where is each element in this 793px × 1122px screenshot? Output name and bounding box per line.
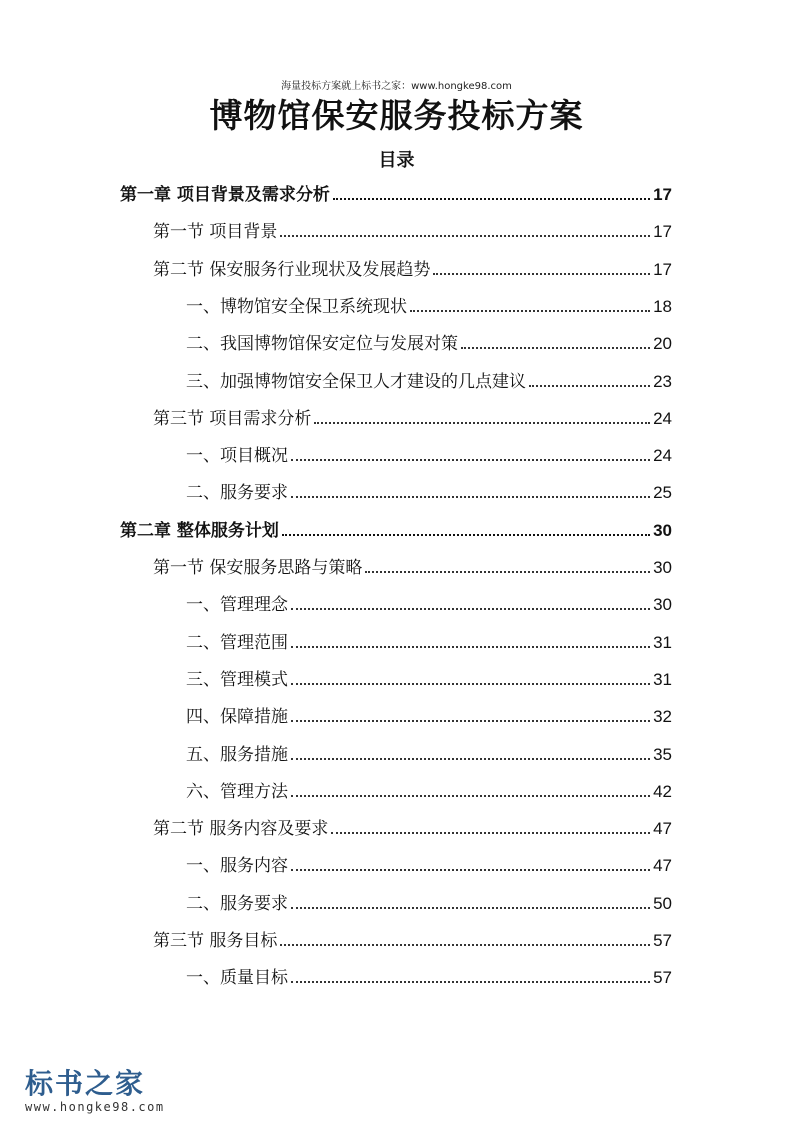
toc-page-number: 32 <box>653 707 672 726</box>
toc-leader <box>433 273 650 275</box>
toc-page-number: 17 <box>653 260 672 279</box>
toc-leader <box>291 459 650 461</box>
toc-page-number: 57 <box>653 968 672 987</box>
toc-entry[interactable] <box>153 549 672 579</box>
toc-heading: 目录 <box>378 150 415 171</box>
toc-page-number: 57 <box>653 931 672 950</box>
toc-entry[interactable] <box>186 474 672 504</box>
toc-page-number: 42 <box>653 782 672 801</box>
toc-entry-label: 一、管理理念 <box>186 595 288 615</box>
toc-entry-label: 二、管理范围 <box>186 633 288 653</box>
toc-page-number: 47 <box>653 856 672 875</box>
toc-entry-label: 一、质量目标 <box>186 968 288 988</box>
toc-leader <box>333 198 650 200</box>
toc-page-number: 23 <box>653 372 672 391</box>
toc-entry-label: 六、管理方法 <box>186 782 288 802</box>
toc-page-number: 17 <box>653 185 672 204</box>
toc-page-number: 47 <box>653 819 672 838</box>
toc-entry-label: 第一章 项目背景及需求分析 <box>120 185 330 205</box>
toc-entry[interactable] <box>186 661 672 691</box>
toc-entry[interactable] <box>120 176 672 206</box>
toc-entry-label: 二、我国博物馆保安定位与发展对策 <box>186 334 458 354</box>
toc-entry-label: 第一节 保安服务思路与策略 <box>153 558 363 578</box>
toc-entry[interactable] <box>186 959 672 989</box>
document-title: 博物馆保安服务投标方案 <box>209 96 584 135</box>
toc-entry[interactable] <box>186 698 672 728</box>
toc-leader <box>291 496 650 498</box>
toc-entry-label: 第二节 服务内容及要求 <box>153 819 329 839</box>
toc-leader <box>291 683 650 685</box>
toc-entry[interactable] <box>153 400 672 430</box>
toc-leader <box>291 981 650 983</box>
toc-entry-label: 第三节 项目需求分析 <box>153 409 312 429</box>
header-note: 海量投标方案就上标书之家：www.hongke98.com <box>281 81 512 92</box>
toc-entry-label: 一、博物馆安全保卫系统现状 <box>186 297 407 317</box>
toc-entry-label: 四、保障措施 <box>186 707 288 727</box>
toc-entry[interactable] <box>153 213 672 243</box>
toc-page-number: 50 <box>653 894 672 913</box>
toc-entry-label: 第二节 保安服务行业现状及发展趋势 <box>153 260 431 280</box>
toc-entry[interactable] <box>186 624 672 654</box>
toc-leader <box>529 385 650 387</box>
toc-page-number: 35 <box>653 745 672 764</box>
toc-page-number: 17 <box>653 222 672 241</box>
toc-entry[interactable] <box>186 885 672 915</box>
toc-leader <box>365 571 650 573</box>
toc-leader <box>291 646 650 648</box>
toc-entry[interactable] <box>186 847 672 877</box>
toc-entry[interactable] <box>120 512 672 542</box>
toc-entry-label: 三、管理模式 <box>186 670 288 690</box>
toc-entry[interactable] <box>186 437 672 467</box>
toc-leader <box>291 720 650 722</box>
toc-page-number: 25 <box>653 483 672 502</box>
toc-entry[interactable] <box>186 773 672 803</box>
toc-leader <box>461 347 650 349</box>
toc-leader <box>291 758 650 760</box>
toc-leader <box>291 795 650 797</box>
toc-entry[interactable] <box>153 810 672 840</box>
toc-entry[interactable] <box>186 736 672 766</box>
toc-leader <box>314 422 650 424</box>
toc-entry[interactable] <box>186 325 672 355</box>
toc-page-number: 30 <box>653 595 672 614</box>
toc-entry-label: 五、服务措施 <box>186 745 288 765</box>
toc-entry[interactable] <box>186 363 672 393</box>
toc-entry[interactable] <box>153 922 672 952</box>
toc-entry-label: 第三节 服务目标 <box>153 931 278 951</box>
toc-leader <box>331 832 650 834</box>
toc-page-number: 30 <box>653 521 672 540</box>
toc-leader <box>280 235 650 237</box>
toc-page-number: 24 <box>653 409 672 428</box>
toc-entry[interactable] <box>186 288 672 318</box>
toc-page-number: 20 <box>653 334 672 353</box>
toc-entry-label: 第二章 整体服务计划 <box>120 521 279 541</box>
toc-leader <box>282 534 650 536</box>
toc-entry-label: 第一节 项目背景 <box>153 222 278 242</box>
toc-page-number: 30 <box>653 558 672 577</box>
toc-entry-label: 一、项目概况 <box>186 446 288 466</box>
toc-entry-label: 三、加强博物馆安全保卫人才建设的几点建议 <box>186 372 526 392</box>
toc-leader <box>291 869 650 871</box>
toc-entry-label: 二、服务要求 <box>186 894 288 914</box>
logo-url: www.hongke98.com <box>25 1100 165 1114</box>
toc-leader <box>410 310 650 312</box>
toc-entry[interactable] <box>153 251 672 281</box>
toc-page-number: 18 <box>653 297 672 316</box>
toc-entry-label: 一、服务内容 <box>186 856 288 876</box>
toc-page-number: 24 <box>653 446 672 465</box>
toc-entry[interactable] <box>186 586 672 616</box>
toc-leader <box>280 944 650 946</box>
logo-name: 标书之家 <box>25 1067 146 1100</box>
toc-leader <box>291 608 650 610</box>
brand-logo <box>25 1068 165 1114</box>
toc-entry-label: 二、服务要求 <box>186 483 288 503</box>
toc-page-number: 31 <box>653 670 672 689</box>
toc-page-number: 31 <box>653 633 672 652</box>
toc-leader <box>291 907 650 909</box>
